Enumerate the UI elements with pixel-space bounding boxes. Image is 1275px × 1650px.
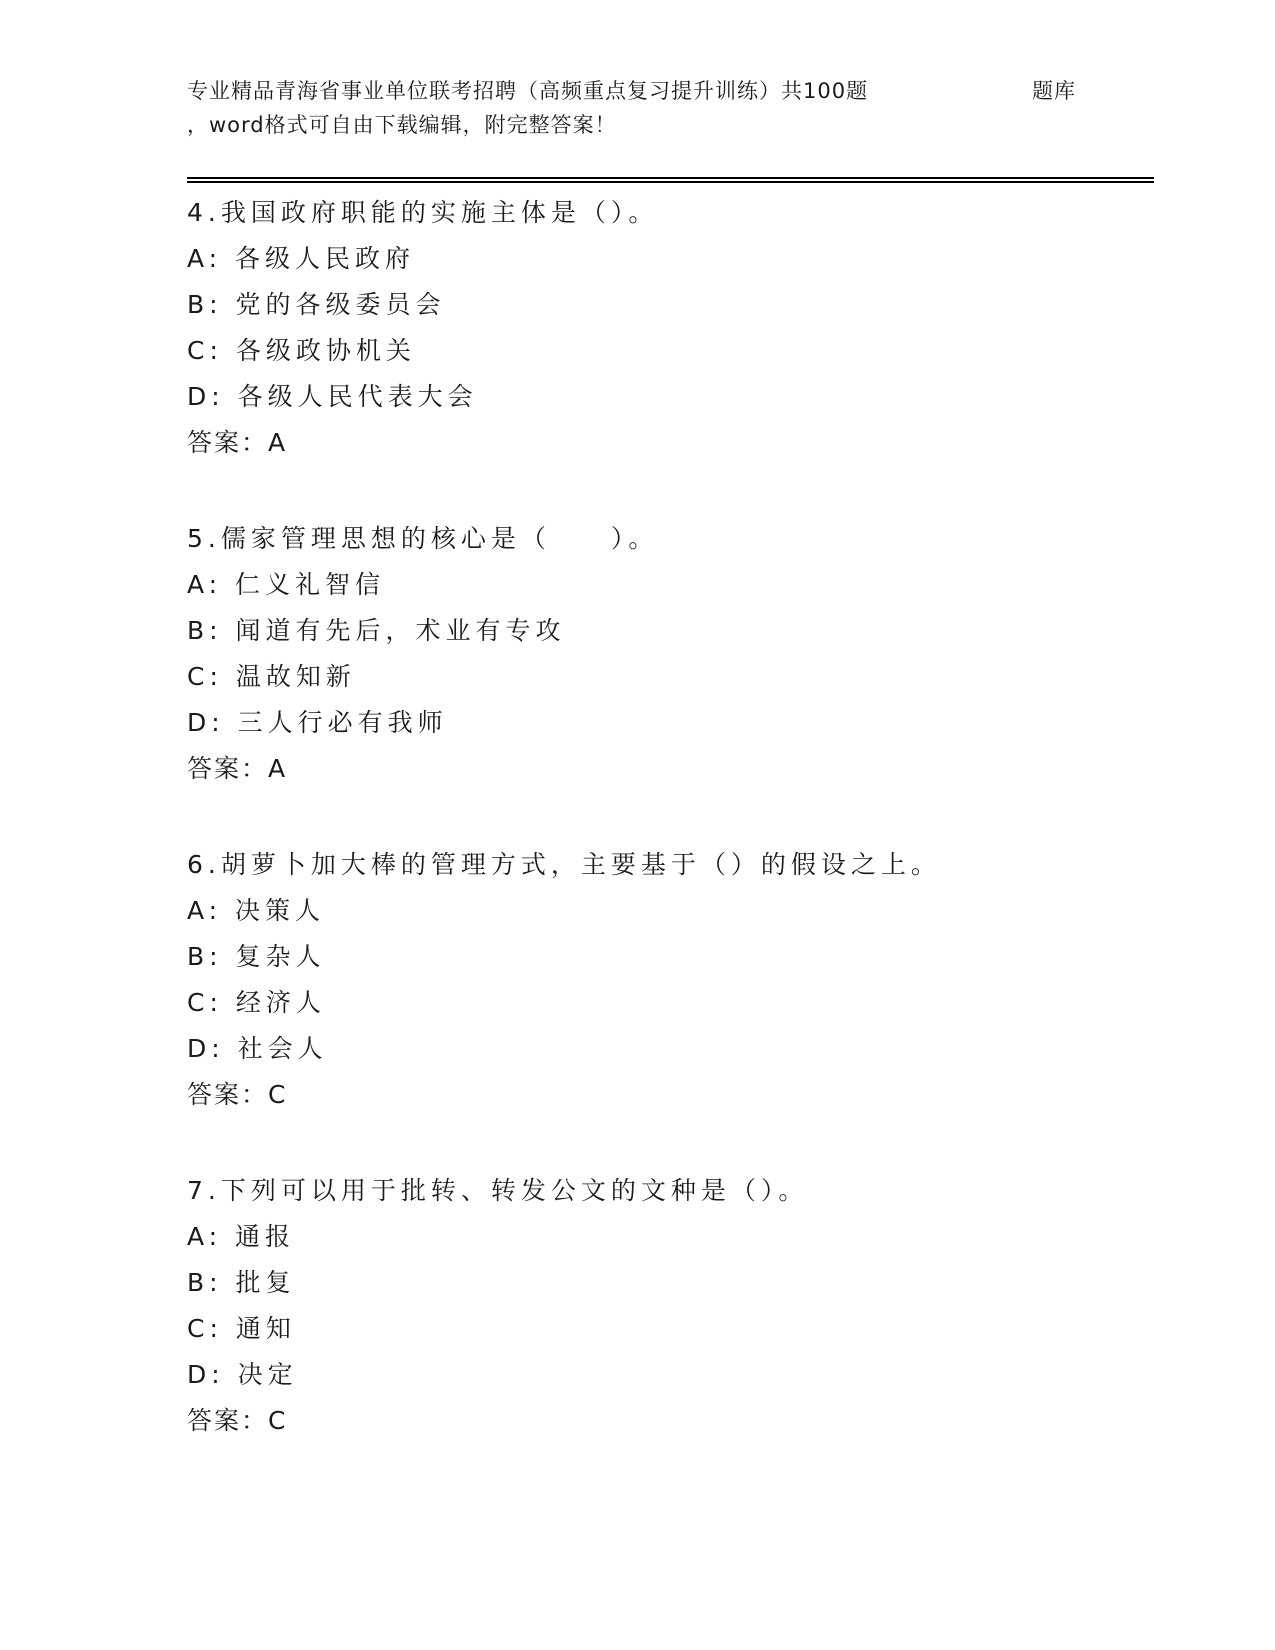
option-c: C: 各级政协机关 [187, 336, 416, 365]
question-stem: 5.儒家管理思想的核心是（ ）。 [187, 524, 659, 553]
option-a: A: 各级人民政府 [187, 244, 416, 273]
header-subtitle: ，word格式可自由下载编辑，附完整答案！ [187, 113, 617, 137]
option-b: B: 闻道有先后，术业有专攻 [187, 616, 566, 645]
header-title: 专业精品青海省事业单位联考招聘（高频重点复习提升训练）共100题 [187, 79, 869, 103]
answer: 答案：C [187, 1406, 288, 1435]
answer: 答案：A [187, 428, 288, 457]
option-a: A: 通报 [187, 1222, 296, 1251]
question-4 [187, 190, 1147, 466]
question-list [187, 190, 1147, 1494]
option-d: D: 各级人民代表大会 [187, 382, 478, 411]
header-double-rule [187, 177, 1154, 183]
option-c: C: 经济人 [187, 988, 326, 1017]
question-5 [187, 516, 1147, 792]
document-header [187, 74, 1147, 142]
option-a: A: 决策人 [187, 896, 326, 925]
answer: 答案：A [187, 754, 288, 783]
option-a: A: 仁义礼智信 [187, 570, 386, 599]
option-b: B: 批复 [187, 1268, 296, 1297]
question-6 [187, 842, 1147, 1118]
answer: 答案：C [187, 1080, 288, 1109]
header-right-label: 题库 [1032, 79, 1076, 103]
question-7 [187, 1168, 1147, 1444]
option-d: D: 决定 [187, 1360, 298, 1389]
option-b: B: 复杂人 [187, 942, 326, 971]
option-c: C: 通知 [187, 1314, 296, 1343]
question-stem: 6.胡萝卜加大棒的管理方式，主要基于（）的假设之上。 [187, 850, 941, 879]
header-title-row [187, 74, 1147, 108]
option-d: D: 社会人 [187, 1034, 328, 1063]
option-d: D: 三人行必有我师 [187, 708, 448, 737]
option-b: B: 党的各级委员会 [187, 290, 446, 319]
question-stem: 4.我国政府职能的实施主体是（）。 [187, 198, 659, 227]
option-c: C: 温故知新 [187, 662, 356, 691]
question-stem: 7.下列可以用于批转、转发公文的文种是（）。 [187, 1176, 809, 1205]
